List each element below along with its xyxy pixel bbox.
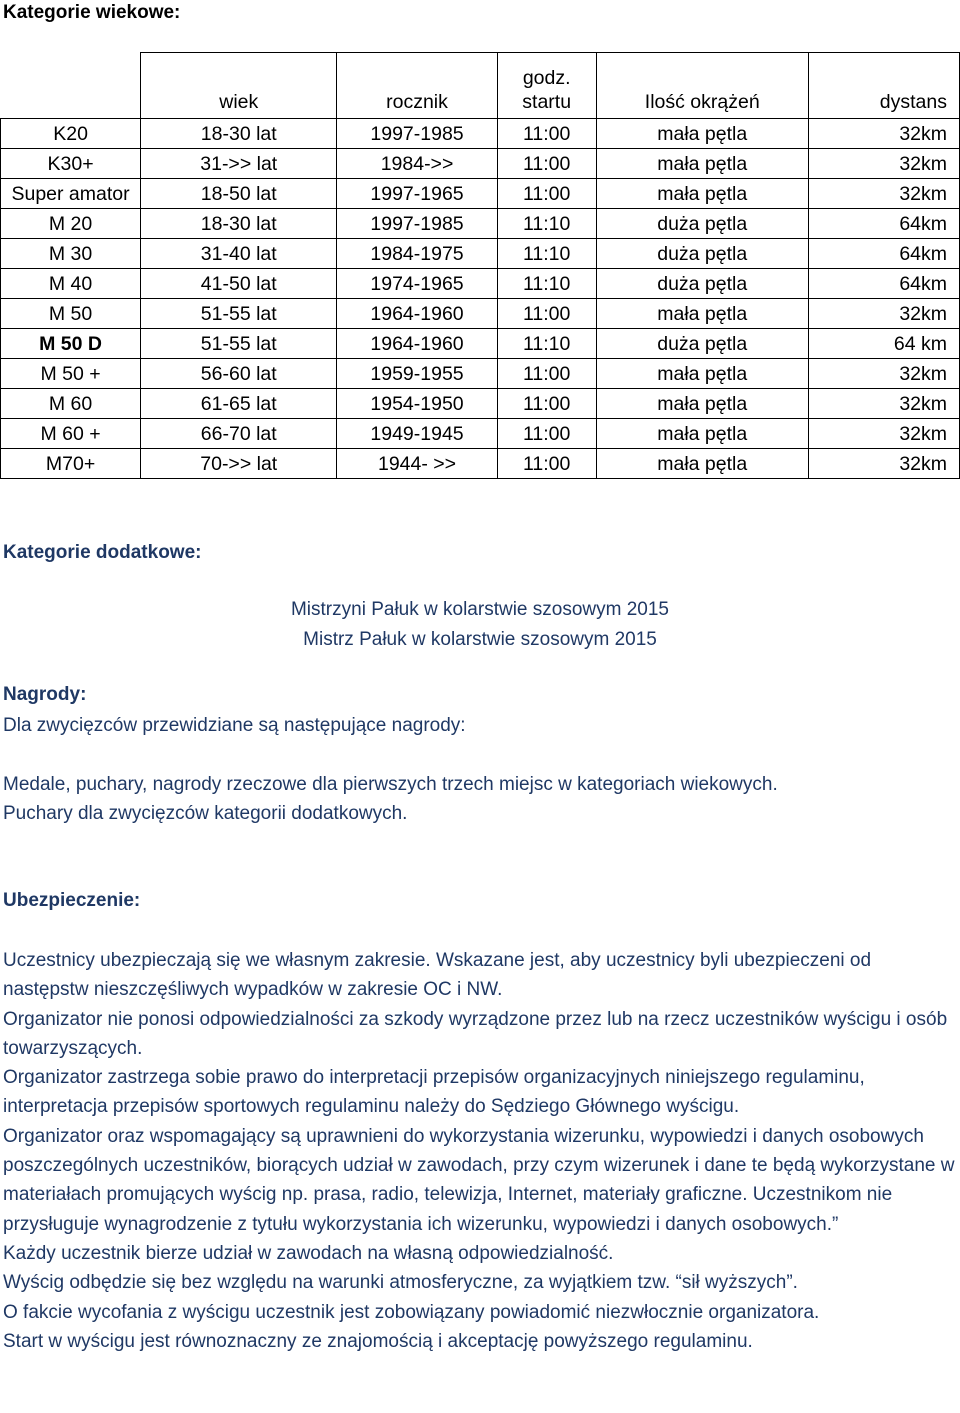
prizes-heading: Nagrody: — [3, 684, 87, 705]
cell-year: 1949-1945 — [337, 419, 497, 449]
table-row — [1, 209, 960, 239]
insurance-paragraph: Start w wyścigu jest równoznaczny ze znajomością i akceptację powyższego regulaminu. — [3, 1330, 753, 1352]
column-header-laps: Ilość okrążeń — [596, 53, 808, 119]
cell-start-time: 11:00 — [497, 119, 596, 149]
cell-start-time: 11:00 — [497, 419, 596, 449]
cell-year: 1984->> — [337, 149, 497, 179]
cell-category: M 60 + — [1, 419, 141, 449]
cell-age: 18-30 lat — [141, 209, 337, 239]
table-row — [1, 389, 960, 419]
cell-category: K30+ — [1, 149, 141, 179]
cell-category: M 20 — [1, 209, 141, 239]
insurance-paragraph: Organizator nie ponosi odpowiedzialności za szkody wyrządzone przez lub na rzecz uczestników wyścigu i osób towarzyszących. — [3, 1008, 948, 1059]
cell-start-time: 11:10 — [497, 269, 596, 299]
cell-distance: 32km — [808, 449, 959, 479]
prizes-intro: Dla zwycięzców przewidziane są następujące nagrody: — [3, 715, 466, 736]
cell-laps: duża pętla — [596, 209, 808, 239]
table-row — [1, 329, 960, 359]
cell-distance: 32km — [808, 389, 959, 419]
cell-category: M 40 — [1, 269, 141, 299]
cell-laps: mała pętla — [596, 419, 808, 449]
table-row — [1, 449, 960, 479]
cell-laps: mała pętla — [596, 449, 808, 479]
cell-age: 61-65 lat — [141, 389, 337, 419]
cell-category: M 50 D — [1, 329, 141, 359]
cell-start-time: 11:00 — [497, 149, 596, 179]
cell-laps: duża pętla — [596, 239, 808, 269]
table-row — [1, 269, 960, 299]
cell-age: 18-50 lat — [141, 179, 337, 209]
insurance-paragraph: Uczestnicy ubezpieczają się we własnym zakresie. Wskazane jest, aby uczestnicy byli ubezpieczeni od następstw nieszczęśliwych wypadków w zakresie OC i NW. — [3, 950, 872, 1001]
table-row — [1, 239, 960, 269]
insurance-paragraph: Organizator oraz wspomagający są uprawnieni do wykorzystania wizerunku, wypowiedzi i danych osobowych poszczególnych uczestników, biorących udział w zawodach, przy czym wizerunek i dane te będą wykorzystane w materiałach promujących wyścig np. prasa, radio, telewizja, Internet, materiały graficzne. Uczestnikom nie przysługuje wynagrodzenie z tytułu wykorzystania ich wizerunku, wypowiedzi i danych osobowych.” — [3, 1125, 955, 1235]
age-categories-table — [0, 52, 960, 479]
table-header-row — [1, 53, 960, 119]
insurance-paragraph: Każdy uczestnik bierze udział w zawodach na własną odpowiedzialność. — [3, 1242, 614, 1264]
cell-age: 51-55 lat — [141, 299, 337, 329]
cell-laps: duża pętla — [596, 269, 808, 299]
cell-laps: mała pętla — [596, 389, 808, 419]
table-row — [1, 419, 960, 449]
cell-year: 1984-1975 — [337, 239, 497, 269]
cell-laps: duża pętla — [596, 329, 808, 359]
cell-year: 1997-1985 — [337, 119, 497, 149]
cell-distance: 32km — [808, 149, 959, 179]
cell-laps: mała pętla — [596, 299, 808, 329]
insurance-text — [3, 946, 958, 1356]
cell-distance: 64km — [808, 239, 959, 269]
age-categories-heading: Kategorie wiekowe: — [3, 2, 181, 23]
column-header-start-time: godz. startu — [497, 53, 596, 119]
insurance-paragraph: Organizator zastrzega sobie prawo do interpretacji przepisów organizacyjnych niniejszego regulaminu, interpretacja przepisów sportowych regulaminu należy do Sędziego Głównego wyścigu. — [3, 1067, 865, 1118]
cell-category: M 60 — [1, 389, 141, 419]
prizes-line-1: Medale, puchary, nagrody rzeczowe dla pierwszych trzech miejsc w kategoriach wiekowych. — [3, 774, 778, 795]
table-row — [1, 299, 960, 329]
table-row — [1, 119, 960, 149]
cell-start-time: 11:10 — [497, 209, 596, 239]
cell-start-time: 11:00 — [497, 299, 596, 329]
header-empty-cell — [1, 53, 141, 119]
cell-age: 66-70 lat — [141, 419, 337, 449]
cell-age: 56-60 lat — [141, 359, 337, 389]
cell-year: 1954-1950 — [337, 389, 497, 419]
cell-start-time: 11:00 — [497, 389, 596, 419]
cell-distance: 32km — [808, 299, 959, 329]
cell-age: 18-30 lat — [141, 119, 337, 149]
insurance-heading: Ubezpieczenie: — [3, 890, 141, 911]
cell-category: K20 — [1, 119, 141, 149]
cell-year: 1944- >> — [337, 449, 497, 479]
cell-year: 1974-1965 — [337, 269, 497, 299]
column-header-age: wiek — [141, 53, 337, 119]
cell-distance: 64 km — [808, 329, 959, 359]
column-header-distance: dystans — [808, 53, 959, 119]
extra-category-men: Mistrz Pałuk w kolarstwie szosowym 2015 — [303, 629, 657, 650]
cell-category: M70+ — [1, 449, 141, 479]
cell-laps: mała pętla — [596, 359, 808, 389]
prizes-line-2: Puchary dla zwycięzców kategorii dodatkowych. — [3, 803, 408, 824]
cell-year: 1964-1960 — [337, 329, 497, 359]
cell-laps: mała pętla — [596, 149, 808, 179]
cell-year: 1997-1985 — [337, 209, 497, 239]
cell-start-time: 11:10 — [497, 239, 596, 269]
cell-category: Super amator — [1, 179, 141, 209]
column-header-year: rocznik — [337, 53, 497, 119]
cell-distance: 32km — [808, 119, 959, 149]
cell-age: 51-55 lat — [141, 329, 337, 359]
table-row — [1, 359, 960, 389]
cell-age: 31-40 lat — [141, 239, 337, 269]
table-row — [1, 149, 960, 179]
cell-age: 31->> lat — [141, 149, 337, 179]
cell-distance: 64km — [808, 209, 959, 239]
cell-distance: 64km — [808, 269, 959, 299]
cell-year: 1964-1960 — [337, 299, 497, 329]
cell-year: 1997-1965 — [337, 179, 497, 209]
cell-age: 41-50 lat — [141, 269, 337, 299]
cell-category: M 50 — [1, 299, 141, 329]
cell-start-time: 11:10 — [497, 329, 596, 359]
cell-distance: 32km — [808, 419, 959, 449]
insurance-paragraph: O fakcie wycofania z wyścigu uczestnik jest zobowiązany powiadomić niezwłocznie organizatora. — [3, 1301, 820, 1323]
cell-laps: mała pętla — [596, 179, 808, 209]
extra-categories-heading: Kategorie dodatkowe: — [3, 542, 202, 563]
insurance-paragraph: Wyścig odbędzie się bez względu na warunki atmosferyczne, za wyjątkiem tzw. “sił wyższych”. — [3, 1272, 798, 1294]
extra-category-women: Mistrzyni Pałuk w kolarstwie szosowym 2015 — [290, 599, 669, 620]
cell-start-time: 11:00 — [497, 449, 596, 479]
cell-year: 1959-1955 — [337, 359, 497, 389]
cell-category: M 30 — [1, 239, 141, 269]
cell-laps: mała pętla — [596, 119, 808, 149]
cell-category: M 50 + — [1, 359, 141, 389]
cell-start-time: 11:00 — [497, 179, 596, 209]
cell-age: 70->> lat — [141, 449, 337, 479]
table-row — [1, 179, 960, 209]
cell-start-time: 11:00 — [497, 359, 596, 389]
cell-distance: 32km — [808, 179, 959, 209]
cell-distance: 32km — [808, 359, 959, 389]
